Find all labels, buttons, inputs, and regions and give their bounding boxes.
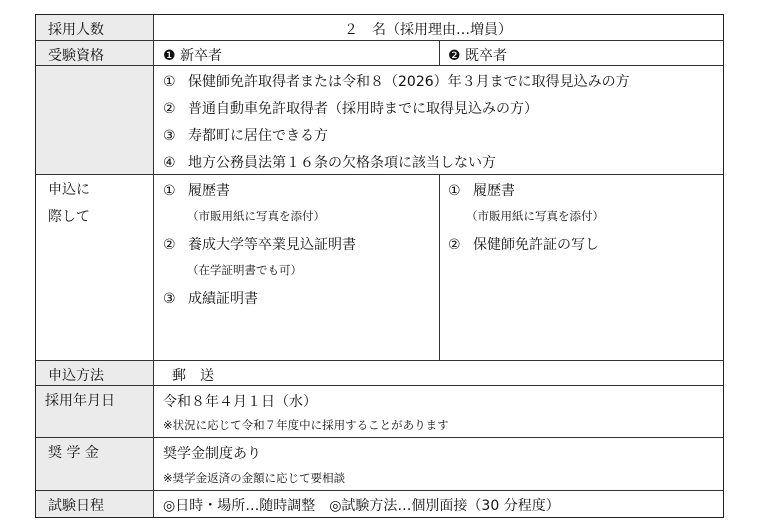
col-experienced — [439, 41, 723, 66]
doc-note: （市販用紙に写真を添付） — [187, 209, 325, 223]
method-value: 郵 送 — [172, 368, 214, 384]
list-item: ② 養成大学等卒業見込証明書 — [163, 237, 356, 253]
filled-circle-two-icon: ❷ — [448, 48, 461, 64]
documents-exp — [439, 175, 723, 361]
row-method — [36, 360, 723, 386]
schedule-cell — [154, 491, 723, 517]
label-hire-date: 採用年月日 — [36, 386, 154, 438]
hire-date-cell — [154, 386, 723, 438]
col-new-graduate — [154, 41, 439, 66]
schedule-value: ◎日時・場所…随時調整 ◎試験方法…個別面接（30 分程度） — [163, 498, 560, 514]
list-item: ② 普通自動車免許取得者（採用時までに取得見込みの方） — [163, 101, 538, 117]
list-item: ③ 寿都町に居住できる方 — [163, 128, 328, 144]
label-method: 申込方法 — [36, 361, 154, 386]
list-item: ① 保健師免許取得者または令和８（2026）年３月までに取得見込みの方 — [163, 74, 630, 90]
recruitment-table — [35, 14, 724, 518]
list-item: ① 履歴書 — [163, 183, 230, 199]
row-recruit-count — [36, 15, 723, 40]
doc-note: （市販用紙に写真を添付） — [466, 209, 604, 223]
scholarship-note: ※奨学金返済の金額に応じて要相談 — [163, 471, 346, 485]
list-item: ① 履歴書 — [448, 183, 515, 199]
label-recruit-count: 採用人数 — [36, 15, 154, 40]
hire-date-value: 令和８年４月１日（水） — [163, 394, 317, 410]
row-qualification-items — [36, 65, 723, 175]
list-item: ② 保健師免許証の写し — [448, 237, 599, 253]
recruit-count-value-cell — [154, 15, 723, 40]
col-new-label: 新卒者 — [180, 48, 223, 64]
qualification-list — [154, 66, 723, 175]
scholarship-cell — [154, 438, 723, 491]
list-item: ③ 成績証明書 — [163, 291, 258, 307]
row-schedule — [36, 490, 723, 517]
row-hire-date — [36, 385, 723, 438]
col-exp-label: 既卒者 — [465, 48, 508, 64]
recruit-count-value: ２ 名（採用理由…増員） — [344, 22, 512, 38]
row-documents — [36, 174, 723, 361]
label-scholarship: 奨 学 金 — [36, 438, 154, 491]
documents-new — [154, 175, 439, 361]
label-documents: 申込に 際して — [36, 175, 154, 361]
list-item: ④ 地方公務員法第１６条の欠格条項に該当しない方 — [163, 155, 496, 171]
doc-note: （在学証明書でも可） — [187, 263, 302, 277]
label-qualification-blank — [36, 66, 154, 175]
row-qualification-header — [36, 40, 723, 66]
filled-circle-one-icon: ❶ — [163, 48, 176, 64]
hire-date-note: ※状況に応じて令和７年度中に採用することがあります — [163, 418, 449, 432]
scholarship-value: 奨学金制度あり — [163, 446, 261, 462]
method-value-cell — [154, 361, 723, 386]
label-qualification: 受験資格 — [36, 41, 154, 66]
row-scholarship — [36, 437, 723, 491]
label-schedule: 試験日程 — [36, 491, 154, 517]
